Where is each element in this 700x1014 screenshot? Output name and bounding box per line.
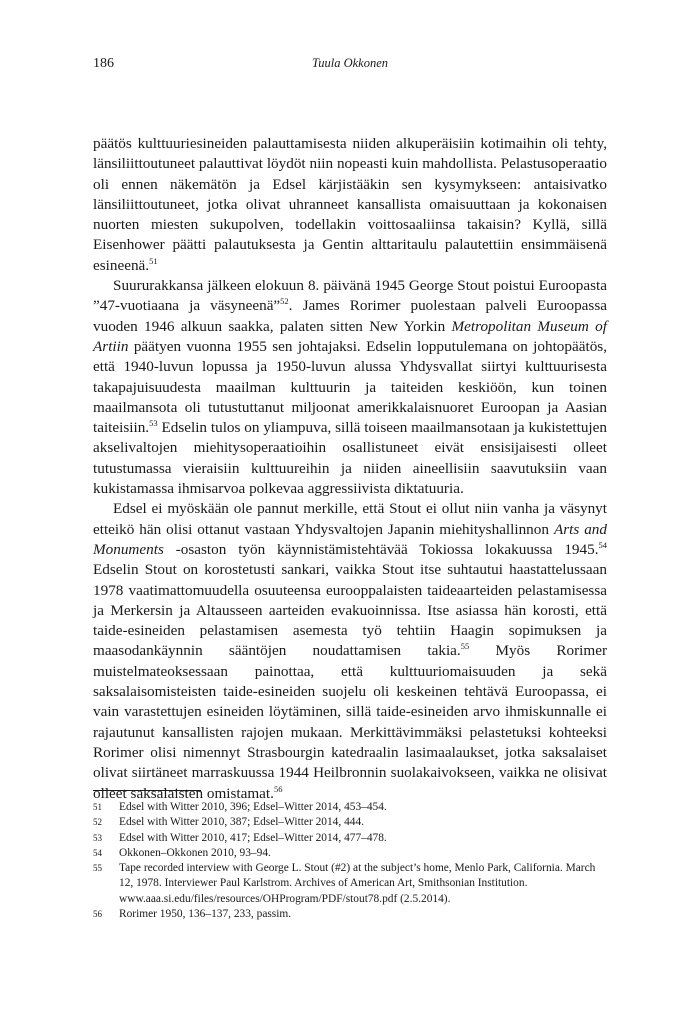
footnote-text: Edsel with Witter 2010, 417; Edsel–Witter 2014, 477–478. bbox=[119, 831, 387, 844]
footnote-number: 53 bbox=[93, 832, 102, 843]
text-run: -osaston työn käynnistämistehtävää Tokiossa lokakuussa 1945. bbox=[163, 540, 599, 558]
footnote-text: Rorimer 1950, 136–137, 233, passim. bbox=[119, 908, 292, 921]
running-head: Tuula Okkonen bbox=[311, 56, 389, 70]
footnote-number: 56 bbox=[93, 909, 102, 920]
italic-title: Metropolitan Museum of Artiin bbox=[93, 317, 607, 355]
footnote-ref-55: 55 bbox=[460, 641, 470, 652]
page-header bbox=[93, 56, 607, 76]
text-run: Suururakkansa jälkeen elokuun 8. päivänä 1945 George Stout poistui Euroopasta ”47-vuotiaana ja väsyneenä” bbox=[93, 277, 607, 315]
text-run: Edselin Stout on korostetusti sankari, vaikka Stout itse suhtautui haastattelussaan 1978 vaatimattomuudella osuuteensa eurooppalaisten taideaarteiden pelastamisessa ja Merkersin ja Altausseen aarteiden evakuoinnissa. Itse asiassa hän korosti, että taide-esineiden pelastamisen asemesta työ tehtiin Haagin sopimuksen ja maasodankäynnin sääntöjen noudattamisen takia. bbox=[93, 561, 607, 660]
footnote-number: 51 bbox=[93, 802, 102, 812]
footnotes bbox=[93, 800, 607, 922]
text-run: Edselin tulos on yliampuva, sillä toiseen maailmansotaan ja kukistettujen akselivaltojen miehitysoperaatioihin osallistuneet eivät ensisijaisesti olleet tutustumassa vieraisiin kulttuureihin ja niiden aineellisiin saavutuksiin vaan kukistamassa ihmisarvoa polkevaa aggressiivista diktatuuria. bbox=[93, 419, 607, 498]
paragraph-2 bbox=[93, 276, 607, 499]
footnote-number: 52 bbox=[93, 817, 102, 828]
text-run: Edsel ei myöskään ole pannut merkille, että Stout ei ollut niin vanha ja väsynyt etteikö hän olisi ottanut vastaan Yhdysvaltojen Japanin miehityshallinnon bbox=[93, 500, 607, 538]
page-number: 186 bbox=[93, 56, 114, 71]
text-run: . James Rorimer puolestaan palveli Euroopassa vuoden 1946 alkuun saakka, palaten sitten New Yorkin bbox=[93, 297, 607, 335]
footnote-ref-52: 52 bbox=[280, 296, 289, 307]
italic-title: Arts and Monuments bbox=[93, 520, 607, 558]
footnote-text: Okkonen–Okkonen 2010, 93–94. bbox=[119, 846, 271, 859]
footnote-ref-53: 53 bbox=[149, 418, 158, 429]
footnote bbox=[93, 846, 607, 861]
footnote-ref-51: 51 bbox=[149, 255, 158, 266]
footnote-text: Edsel with Witter 2010, 387; Edsel–Witter 2014, 444. bbox=[119, 816, 365, 829]
paragraph-3 bbox=[93, 499, 607, 803]
footnote bbox=[93, 861, 607, 907]
footnote-text: Edsel with Witter 2010, 396; Edsel–Witter 2014, 453–454. bbox=[119, 801, 387, 813]
paragraph-1 bbox=[93, 134, 607, 276]
footnote-text: Tape recorded interview with George L. Stout (#2) at the subject’s home, Menlo Park, California. March 12, 1978. Interviewer Paul Karlstrom. Archives of American Art, Smithsonian Institution. www.aaa.si.edu/files/resources/OHProgram/PDF/stout78.pdf (2.5.2014). bbox=[119, 862, 596, 905]
footnote-ref-56: 56 bbox=[273, 783, 283, 794]
body-text bbox=[93, 134, 607, 804]
text-run: päätös kulttuuriesineiden palauttamisesta niiden alkuperäisiin kotimaihin oli tehty, länsiliittoutuneet palauttivat löydöt niin nopeasti kuin mahdollista. Pelastusoperaatio oli ennen näkemätön ja Edsel kärjistääkin sen kysymykseen: antaisivatko länsiliittoutuneet, jotka olivat uhranneet kansallista omaisuuttaan ja kokonaisen nuorten miesten sukupolven, todellakin voittosaaliinsa takaisin? Kyllä, sillä Eisenhower päätti palautuksesta ja Gentin alttaritaulu palautettiin ensimmäisenä esineenä. bbox=[93, 135, 607, 274]
footnote bbox=[93, 907, 607, 922]
footnote bbox=[93, 831, 607, 846]
footnote-divider bbox=[93, 790, 201, 791]
text-run: päätyen vuonna 1955 sen johtajaksi. Edselin lopputulemana on johtopäätös, että 1940-luvun lopussa ja 1950-luvun alussa Yhdysvallat siirtyi kulttuurisesta takapajuisuudesta maailman kulttuurin ja taiteiden keskiöön, kun toinen maailmansota oli tutustuttanut miljoonat amerikkalaisnuoret Euroopan ja Aasian taiteisiin. bbox=[93, 337, 607, 437]
footnote-number: 54 bbox=[93, 847, 102, 858]
footnote-ref-54: 54 bbox=[598, 539, 607, 550]
footnote-number: 55 bbox=[93, 863, 102, 874]
footnote bbox=[93, 800, 607, 815]
text-run: Myös Rorimer muistelmateoksessaan painottaa, että kulttuuriomaisuuden ja sekä saksalaisomisteisten taide-esineiden suojelu oli keskeinen tehtävä Euroopassa, ei vain varastettujen esineiden löytäminen, sillä taide-esineiden arvo ihmiskunnalle ei rajautunut kansallisten rajojen mukaan. Merkittävimmäksi pelastetuksi kohteeksi Rorimer olisi nimennyt Strasbourgin katedraalin lasimaalaukset, jotka saksalaiset olivat siirtäneet marraskuussa 1944 Heilbronnin suolakaivokseen, vaikka ne olisivat olleet saksalaisten omistamat. bbox=[93, 642, 607, 802]
footnote bbox=[93, 815, 607, 830]
